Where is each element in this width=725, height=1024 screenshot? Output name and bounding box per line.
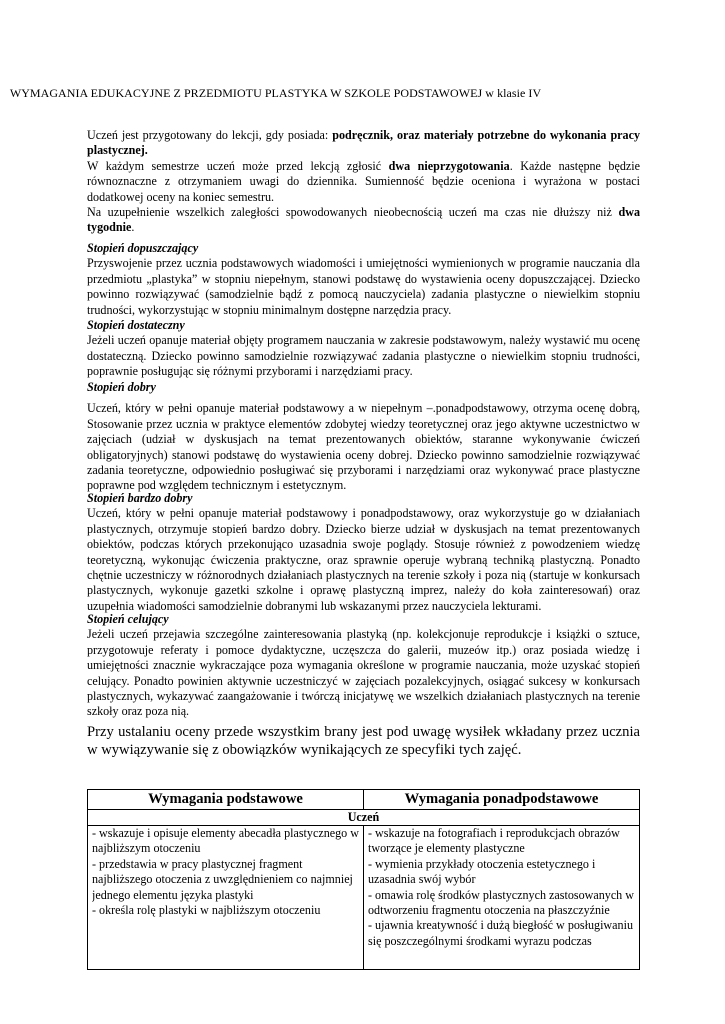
list-item: - określa rolę plastyki w najbliższym otoczeniu bbox=[92, 903, 321, 918]
list-item: - omawia rolę środków plastycznych zastosowanych w odtworzeniu fragmentu otoczenia na płaszczyźnie bbox=[368, 887, 634, 918]
intro-paragraph-3 bbox=[87, 205, 640, 236]
intro-bold: dwa nieprzygotowania bbox=[388, 158, 510, 173]
grade-text: Uczeń, który w pełni opanuje materiał podstawowy i ponadpodstawowy, oraz wykorzystuje go w działaniach plastycznych, otrzymuje stopień bardzo dobry. Dziecko bierze udział w dyskusjach na temat prezentowanych obiektów, podczas których przekonująco uzasadnia swoje poglądy. Stosuje również z powodzeniem wiedzę teoretyczną, wykonując ćwiczenia praktyczne, oraz sprawnie operuje wybraną techniką plastyczną. Ponadto chętnie uczestniczy w różnorodnych działaniach plastycznych na terenie szkoły i poza nią (startuje w konkursach plastycznych, wykonuje gazetki szkolne i oprawę plastyczną imprez, należy do koła zainteresowań) oraz uzupełnia wiadomości samodzielnie dobranymi lub wskazanymi przez nauczyciela lekturami. bbox=[87, 506, 640, 613]
intro-text: Uczeń jest przygotowany do lekcji, gdy posiada: bbox=[87, 128, 333, 142]
list-item: - wymienia przykłady otoczenia estetycznego i uzasadnia swój wybór bbox=[368, 856, 596, 887]
grade-section-dopuszczajacy bbox=[87, 241, 640, 318]
grade-heading: Stopień celujący bbox=[87, 612, 169, 626]
requirements-table bbox=[87, 789, 640, 970]
grade-heading: Stopień dobry bbox=[87, 380, 156, 394]
list-item: - wskazuje na fotografiach i reprodukcjach obrazów tworzące je elementy plastyczne bbox=[368, 826, 620, 856]
intro-bold: dwa tygodnie bbox=[87, 205, 640, 235]
intro-text: W każdym semestrze uczeń może przed lekcją zgłosić bbox=[87, 158, 389, 173]
list-item: - wskazuje i opisuje elementy abecadła plastycznego w najbliższym otoczeniu bbox=[92, 826, 359, 856]
intro-bold: podręcznik, oraz materiały potrzebne do wykonania pracy plastycznej. bbox=[87, 128, 641, 158]
grade-heading: Stopień bardzo dobry bbox=[87, 491, 193, 505]
advanced-requirements-cell bbox=[364, 826, 640, 970]
grade-heading: Stopień dopuszczający bbox=[87, 241, 199, 255]
intro-text: . Każde następne będzie równoznaczne z otrzymaniem uwagi do dziennika. Sumienność będzie oceniona i wyrażona w postaci dodatkowej oceny na koniec semestru. bbox=[87, 158, 640, 204]
table-header-basic: Wymagania podstawowe bbox=[88, 790, 364, 810]
intro-text: . bbox=[131, 220, 135, 235]
grade-text: Jeżeli uczeń przejawia szczególne zainteresowania plastyką (np. kolekcjonuje reprodukcje i książki o sztuce, przygotowuje referaty i pomoce dydaktyczne, uczęszcza do galerii, muzeów itp.) oraz posiada wiedzę i umiejętności znacznie wykraczające poza wymagania określone w programie nauczania, może uzyskać stopień celujący. Ponadto powinien aktywnie uczestniczyć w zajęciach pozalekcyjnych, osiągać sukcesy w konkursach plastycznych, wykazywać zaangażowanie i twórczą inicjatywę we wszelkich działaniach plastycznych na terenie szkoły oraz poza nią. bbox=[87, 627, 640, 719]
list-item: - przedstawia w pracy plastycznej fragment najbliższego otoczenia z uwzględnieniem co najmniej jednego elementu języka plastyki bbox=[92, 856, 353, 902]
table-subheader: Uczeń bbox=[88, 810, 640, 826]
grade-text: Jeżeli uczeń opanuje materiał objęty programem nauczania w zakresie podstawowym, należy wystawić mu ocenę dostateczną. Dziecko powinno samodzielnie rozwiązywać zadania plastyczne o niewielkim stopniu trudności, poprawnie posługując się różnymi przyborami i narzędziami pracy. bbox=[87, 333, 640, 379]
grade-text: Przyswojenie przez ucznia podstawowych wiadomości i umiejętności wymienionych w programie nauczania dla przedmiotu „plastyka” w stopniu niepełnym, stanowi podstawę do wystawienia oceny dopuszczającej. Dziecko powinno rozwiązywać (samodzielnie bądź z pomocą nauczyciela) zadania plastyczne o niewielkim stopniu trudności, wykorzystując w stopniu minimalnym dostępne narzędzia pracy. bbox=[87, 256, 640, 317]
grade-section-dostateczny bbox=[87, 318, 640, 380]
closing-section bbox=[87, 723, 640, 759]
table-header-advanced: Wymagania ponadpodstawowe bbox=[364, 790, 640, 810]
intro-section bbox=[87, 128, 640, 236]
intro-paragraph-2 bbox=[87, 159, 640, 205]
intro-paragraph-1 bbox=[87, 128, 640, 159]
grade-heading: Stopień dostateczny bbox=[87, 318, 185, 332]
grade-section-bardzo-dobry bbox=[87, 491, 640, 614]
grade-text: Uczeń, który w pełni opanuje materiał podstawowy a w niepełnym –.ponadpodstawowy, otrzyma ocenę dobrą, Stosowanie przez ucznia w praktyce elementów zdobytej wiedzy teoretycznej oraz jego aktywne uczestnictwo w zajęciach (udział w dyskusjach na temat prezentowanych obiektów, staranne wykonywanie ćwiczeń obligatoryjnych) stanowi podstawę do wystawienia oceny dobrej. Dziecko powinno samodzielnie rozwiązywać zadania teoretyczne, odpowiednio posługiwać się przyborami i narzędziami oraz wykonywać prace plastyczne poprawne pod względem technicznym i estetycznym. bbox=[87, 401, 640, 493]
list-item: - ujawnia kreatywność i dużą biegłość w posługiwaniu się poszczególnymi środkami wyrazu podczas bbox=[368, 918, 633, 948]
closing-text: Przy ustalaniu oceny przede wszystkim brany jest pod uwagę wysiłek wkładany przez ucznia w wywiązywanie się z obowiązków wynikających ze specyfiki tych zajęć. bbox=[87, 724, 640, 758]
grade-section-celujacy bbox=[87, 612, 640, 720]
basic-requirements-cell bbox=[88, 826, 364, 970]
document-title: WYMAGANIA EDUKACYJNE Z PRZEDMIOTU PLASTYKA W SZKOLE PODSTAWOWEJ w klasie IV bbox=[9, 86, 542, 100]
intro-text: Na uzupełnienie wszelkich zaległości spowodowanych nieobecnością uczeń ma czas nie dłuższy niż bbox=[87, 205, 619, 220]
grade-section-dobry bbox=[87, 380, 640, 494]
